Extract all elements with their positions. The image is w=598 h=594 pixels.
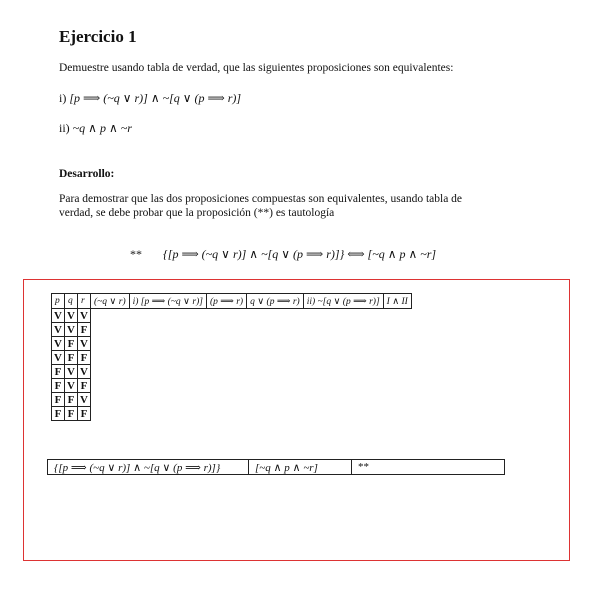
paragraph-line-1: Para demostrar que las dos proposiciones compuestas son equivalentes, usando tabla de [59, 193, 463, 205]
cell-r: F [78, 323, 91, 337]
development-heading: Desarrollo: [59, 168, 115, 180]
header-r: r [78, 294, 91, 309]
explanation-paragraph [59, 192, 462, 220]
paragraph-line-2: verdad, se debe probar que la proposición (**) es tautología [59, 207, 335, 219]
header-q-or-p-implies-r: q ∨ (p ⟹ r) [247, 294, 304, 309]
header-p: p [52, 294, 65, 309]
cell-p: V [52, 337, 65, 351]
proposition-1 [59, 91, 241, 106]
cell-p: V [52, 323, 65, 337]
equivalence-table [47, 459, 505, 475]
cell-r: F [78, 407, 91, 421]
cell-r: V [78, 365, 91, 379]
table-row [52, 323, 412, 337]
table-row [52, 407, 412, 421]
cell-p: V [52, 309, 65, 323]
header-p-implies-r: (p ⟹ r) [206, 294, 246, 309]
cell-r: V [78, 309, 91, 323]
table-row [52, 351, 412, 365]
cell-r: F [78, 351, 91, 365]
cell-p: F [52, 407, 65, 421]
cell-q: F [65, 351, 78, 365]
table-row [52, 365, 412, 379]
header-prop-i: i) [p ⟹ (~q ∨ r)] [129, 294, 206, 309]
proposition-2-expression: ~q ∧ p ∧ ~r [72, 121, 132, 135]
header-left-side: {[p ⟹ (~q ∨ r)] ∧ ~[q ∨ (p ⟹ r)]} [48, 460, 249, 475]
equivalence-header-row [48, 460, 505, 475]
formula-expression: {[p ⟹ (~q ∨ r)] ∧ ~[q ∨ (p ⟹ r)]} ⟺ [~q ∧ p ∧ ~r] [163, 247, 437, 261]
table-row [52, 337, 412, 351]
cell-r: V [78, 393, 91, 407]
cell-q: F [65, 337, 78, 351]
cell-p: F [52, 393, 65, 407]
proposition-1-number: i) [59, 91, 67, 105]
exercise-title: Ejercicio 1 [59, 27, 137, 46]
equivalence-formula [130, 247, 436, 262]
header-i-and-ii: I ∧ II [383, 294, 411, 309]
table-row [52, 393, 412, 407]
cell-q: V [65, 309, 78, 323]
header-prop-ii: ii) ~[q ∨ (p ⟹ r)] [303, 294, 383, 309]
proposition-1-expression: [p ⟹ (~q ∨ r)] ∧ ~[q ∨ (p ⟹ r)] [69, 91, 242, 105]
cell-p: V [52, 351, 65, 365]
proposition-2 [59, 121, 132, 136]
header-right-side: [~q ∧ p ∧ ~r] [249, 460, 352, 475]
table-row [52, 309, 412, 323]
cell-r: V [78, 337, 91, 351]
table-row [52, 379, 412, 393]
cell-p: F [52, 379, 65, 393]
truth-table-header-row [52, 294, 412, 309]
cell-q: F [65, 407, 78, 421]
proposition-2-number: ii) [59, 121, 70, 135]
cell-q: V [65, 323, 78, 337]
header-double-star: ** [352, 460, 505, 475]
cell-r: F [78, 379, 91, 393]
truth-table [51, 293, 412, 421]
instruction-text: Demuestre usando tabla de verdad, que las siguientes proposiciones son equivalentes: [59, 62, 454, 74]
cell-p: F [52, 365, 65, 379]
cell-q: V [65, 379, 78, 393]
header-not-q-or-r: (~q ∨ r) [91, 294, 130, 309]
formula-marker: ** [130, 247, 142, 261]
header-q: q [65, 294, 78, 309]
cell-q: F [65, 393, 78, 407]
cell-q: V [65, 365, 78, 379]
